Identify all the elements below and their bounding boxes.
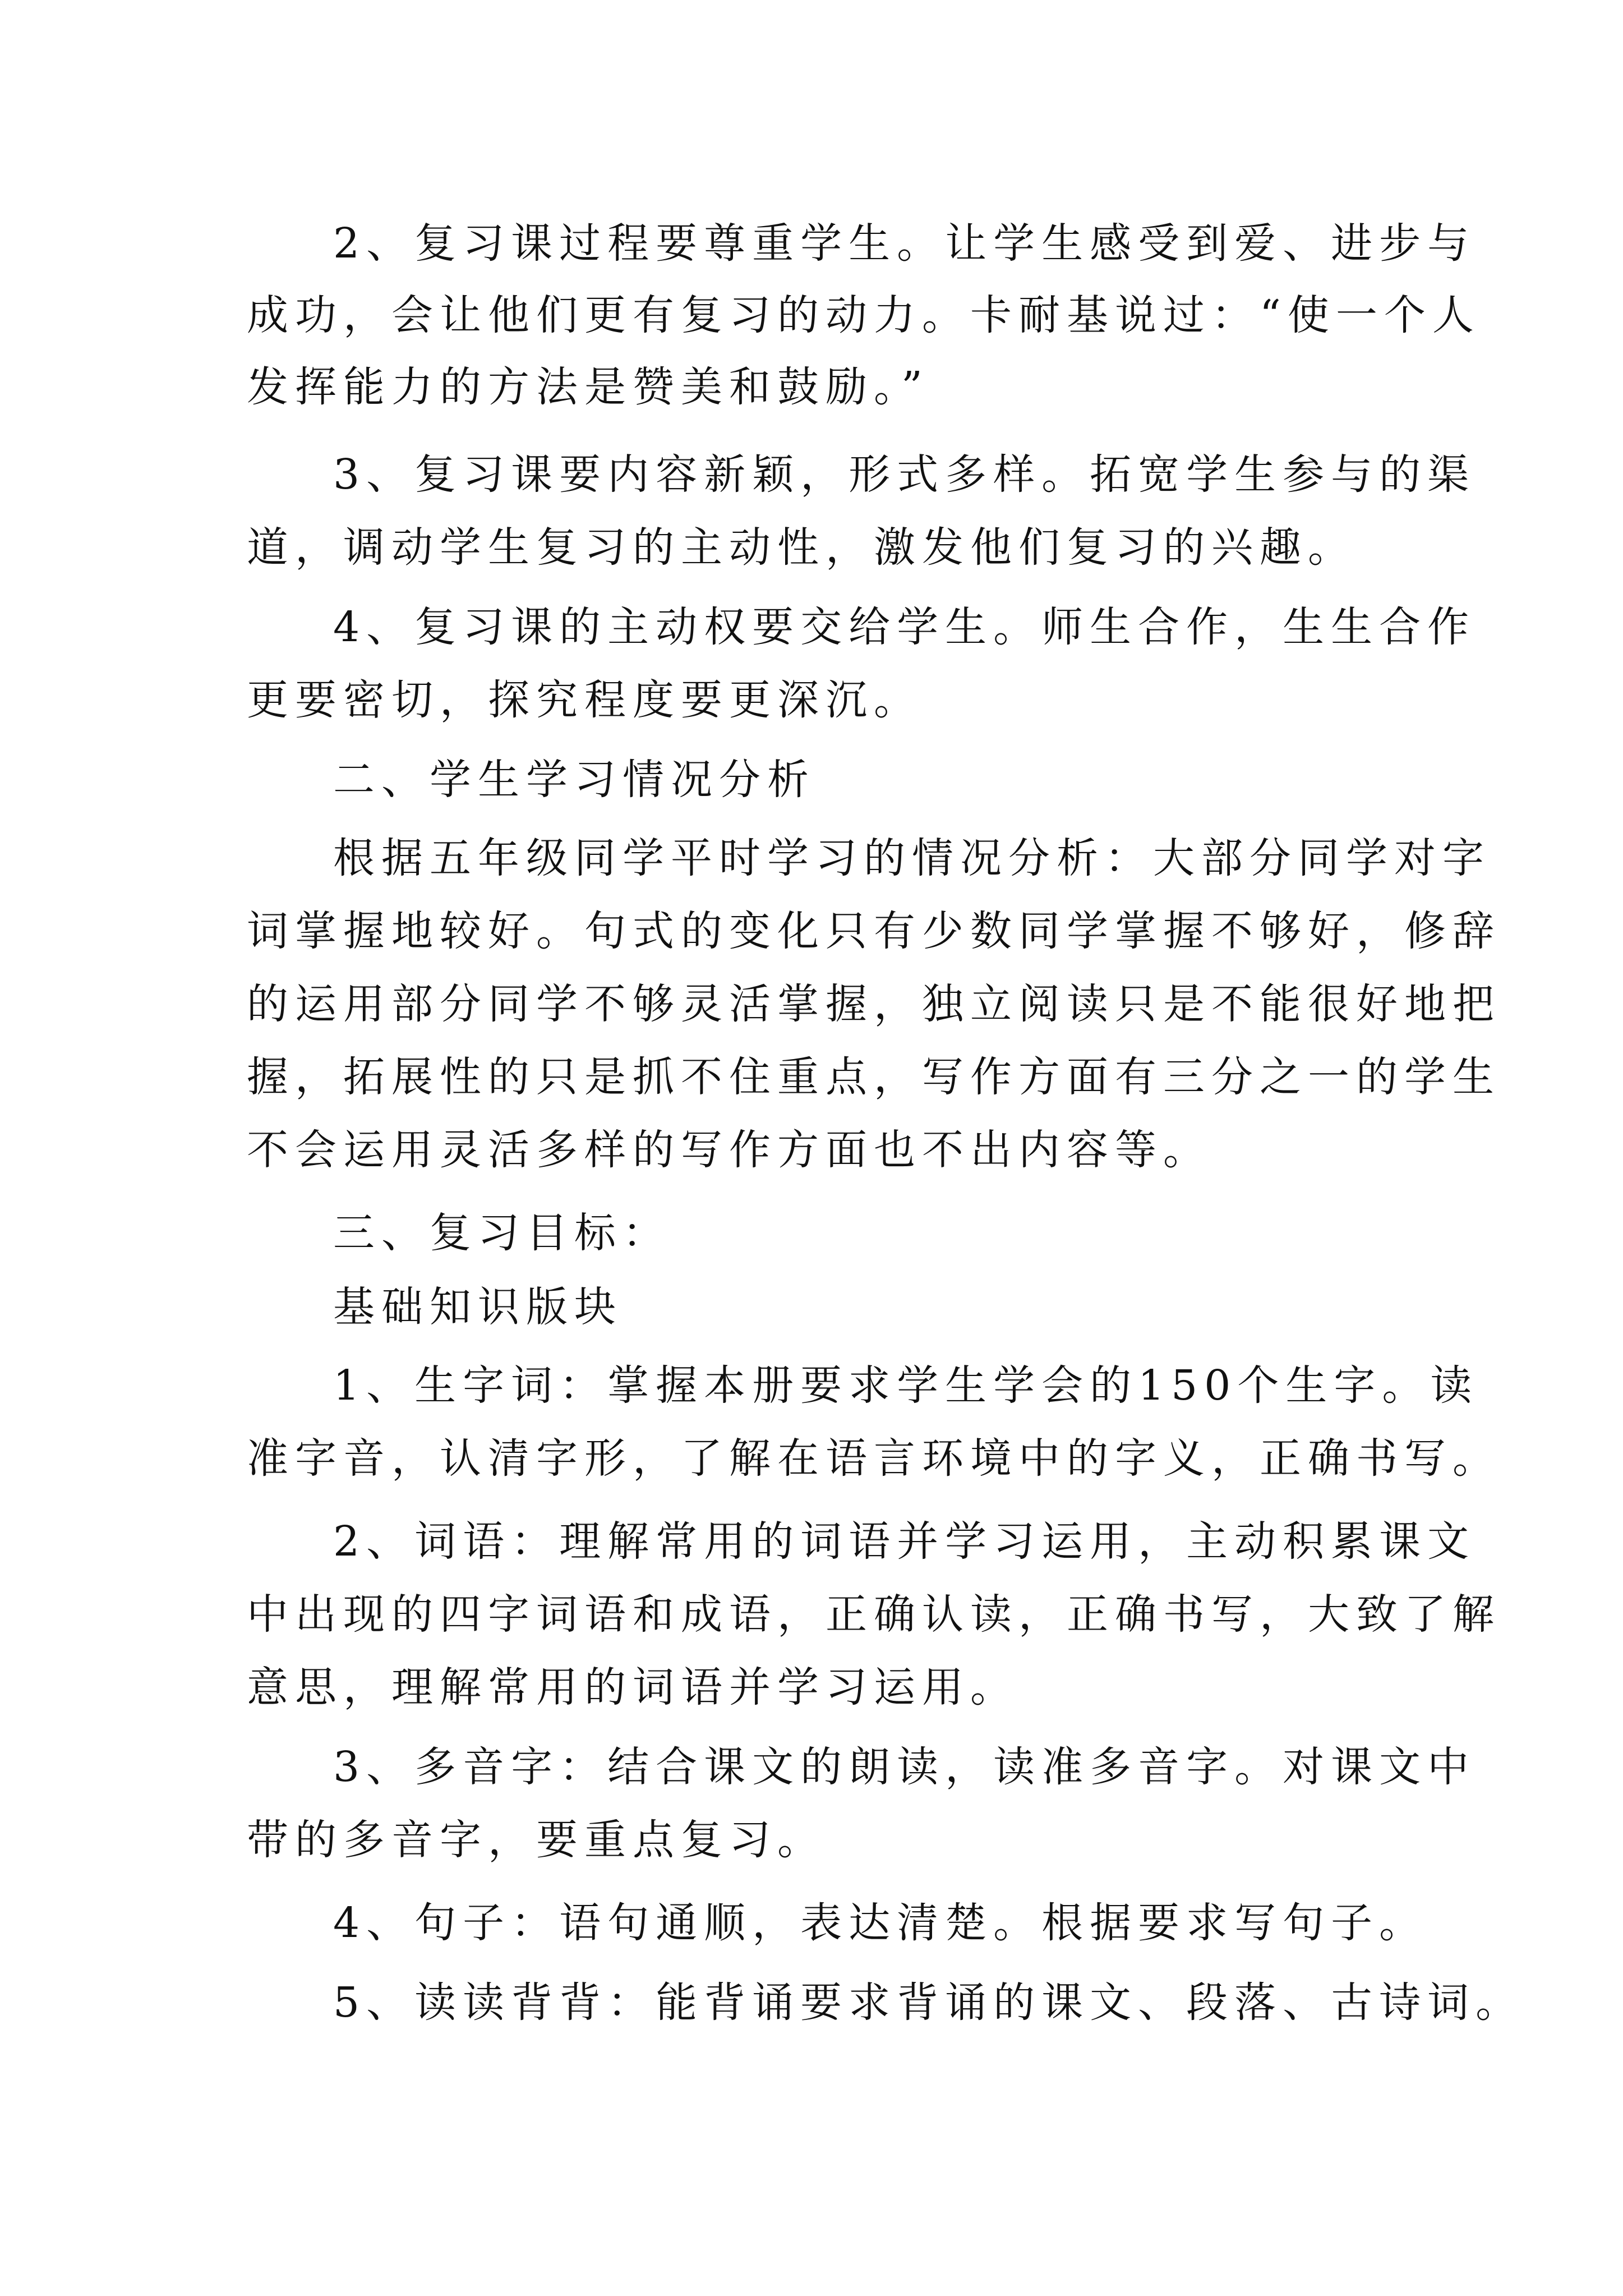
text-line: 更要密切，探究程度要更深沉。 [247, 676, 922, 724]
text-line: 3、复习课要内容新颖，形式多样。拓宽学生参与的渠 [333, 450, 1476, 499]
subsection-heading: 基础知识版块 [333, 1283, 623, 1331]
text-line: 3、多音字：结合课文的朗读，读准多音字。对课文中 [333, 1743, 1476, 1791]
text-line: 4、句子：语句通顺，表达清楚。根据要求写句子。 [333, 1899, 1428, 1947]
text-line: 2、复习课过程要尊重学生。让学生感受到爱、进步与 [333, 219, 1476, 268]
text-line: 中出现的四字词语和成语，正确认读，正确书写，大致了解 [247, 1590, 1501, 1639]
section-heading: 二、学生学习情况分析 [333, 756, 815, 804]
section-heading: 三、复习目标： [333, 1209, 671, 1257]
text-line: 道，调动学生复习的主动性，激发他们复习的兴趣。 [247, 523, 1356, 572]
text-line: 带的多音字，要重点复习。 [247, 1816, 826, 1864]
text-line: 意思，理解常用的词语并学习运用。 [247, 1663, 1018, 1711]
text-line: 的运用部分同学不够灵活掌握，独立阅读只是不能很好地把 [247, 980, 1501, 1028]
text-line: 不会运用灵活多样的写作方面也不出内容等。 [247, 1126, 1211, 1174]
text-line: 成功，会让他们更有复习的动力。卡耐基说过：“使一个人 [247, 291, 1481, 339]
text-line: 准字音，认清字形，了解在语言环境中的字义，正确书写。 [247, 1434, 1501, 1483]
text-line: 4、复习课的主动权要交给学生。师生合作，生生合作 [333, 603, 1476, 651]
text-line: 词掌握地较好。句式的变化只有少数同学掌握不够好，修辞 [247, 907, 1501, 955]
text-line: 1、生字词：掌握本册要求学生学会的150个生字。读 [333, 1361, 1479, 1410]
text-line: 2、词语：理解常用的词语并学习运用，主动积累课文 [333, 1517, 1476, 1566]
text-line: 握，拓展性的只是抓不住重点，写作方面有三分之一的学生 [247, 1053, 1501, 1101]
text-line: 发挥能力的方法是赞美和鼓励。” [247, 363, 929, 411]
text-line: 根据五年级同学平时学习的情况分析：大部分同学对字 [333, 834, 1491, 882]
text-line: 5、读读背背：能背诵要求背诵的课文、段落、古诗词。 [333, 1978, 1524, 2027]
